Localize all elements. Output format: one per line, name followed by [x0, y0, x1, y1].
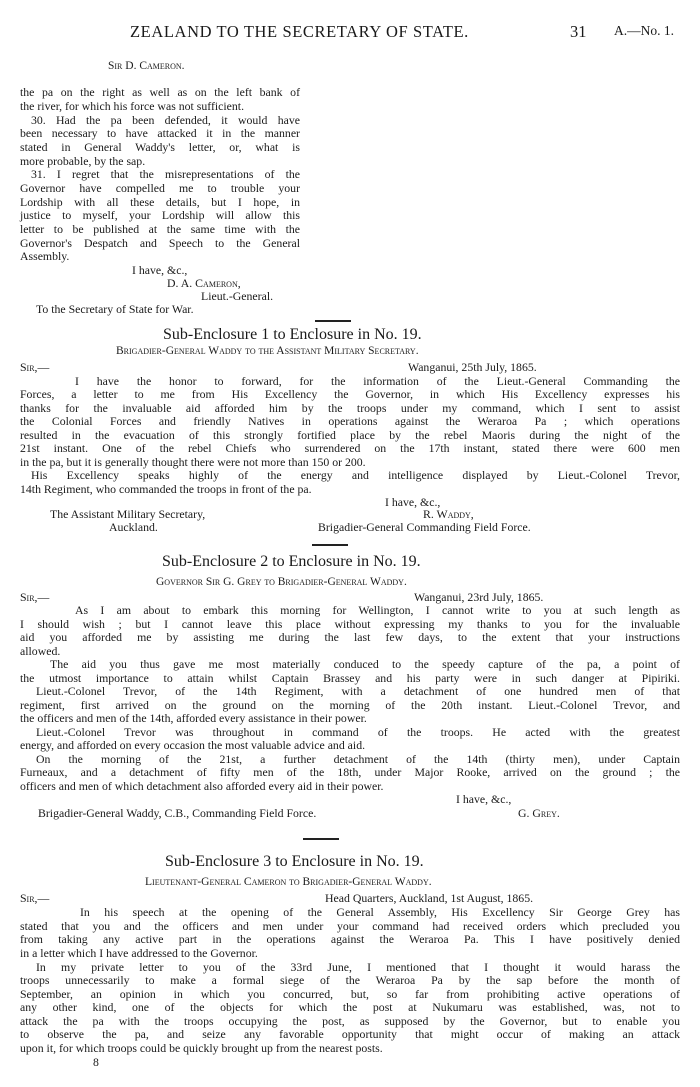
closing: I have, &c., [456, 792, 512, 806]
body-line: regiment, first arrived on the ground on the morning of the 20th instant. Lieut.-Colonel Trevor, and [20, 698, 680, 712]
closing: I have, &c., [132, 263, 188, 277]
speaker-heading: Sir D. Cameron. [108, 60, 185, 72]
body-line: Furneaux, and a detachment of fifty men of the 18th, under Major Rooke, arrived on the ground ; the [20, 765, 680, 779]
addressee: To the Secretary of State for War. [36, 302, 194, 316]
sub-enclosure-2-heading: Sub-Enclosure 2 to Enclosure in No. 19. [162, 553, 421, 570]
salutation: Sir,— [20, 590, 50, 604]
body-line: 14th Regiment, who commanded the troops in front of the pa. [20, 482, 312, 496]
signature-rank: Lieut.-General. [201, 289, 274, 303]
top-line: Governor have compelled me to trouble your [20, 181, 300, 195]
body-line: His Excellency speaks highly of the energy and intelligence displayed by Lieut.-Colonel Trevor, [31, 468, 680, 482]
top-line: Lordship with all these details, but I hope, in [20, 195, 300, 209]
top-line: Assembly. [20, 249, 70, 263]
sub-enclosure-3-from-to: Lieutenant-General Cameron to Brigadier-General Waddy. [145, 876, 432, 888]
body-line: the officers and men of the 14th, afforded every assistance in their power. [20, 711, 367, 725]
signature-title: Brigadier-General Commanding Field Force. [318, 520, 531, 534]
top-line: letter to be published at the same time with the [20, 222, 300, 236]
top-line: more probable, by the sap. [20, 154, 146, 168]
body-line: resulted in the evacuation of this strongly fortified place by the rebel Maoris during the night of the [20, 428, 680, 442]
body-line: In his speech at the opening of the General Assembly, His Excellency Sir George Grey has [80, 905, 680, 919]
body-line: On the morning of the 21st, a further detachment of the 14th (thirty men), under Captain [36, 752, 680, 766]
top-line: the pa on the right as well as on the left bank of [20, 85, 300, 99]
body-line: officers and men of which detachment also afforded every aid in their power. [20, 779, 384, 793]
body-line: the utmost importance to attain whilst Captain Brassey and his party were in such danger at Pipiriki. [20, 671, 680, 685]
top-line: the river, for which his force was not sufficient. [20, 99, 245, 113]
body-line: The aid you thus gave me most materially conduced to the speedy capture of the pa, a point of [50, 657, 680, 671]
body-line: aid you afforded me by assisting me during the last few days, to the extent that your instructions [20, 630, 680, 644]
body-line: the Colonial Forces and friendly Natives in operations against the Weraroa Pa ; which operations [20, 414, 680, 428]
body-line: troops unnecessarily to make a formal siege of the Weraroa Pa by the sap before the month of [20, 973, 680, 987]
section-divider [315, 320, 351, 322]
top-line: stated in General Waddy's letter, or, what is [20, 140, 300, 154]
body-line: Forces, a letter to me from His Excellency the Governor, in which His Excellency expresses his [20, 387, 680, 401]
salutation: Sir,— [20, 360, 50, 374]
body-line: As I am about to embark this morning for Wellington, I cannot write to you at such length as [75, 603, 680, 617]
closing: I have, &c., [385, 495, 441, 509]
top-line: Governor's Despatch and Speech to the General [20, 236, 300, 250]
body-line: September, an opinion in which you concurred, but, so far from prohibiting active operations of [20, 987, 680, 1001]
addressee: Brigadier-General Waddy, C.B., Commanding Field Force. [38, 806, 317, 820]
addressee: The Assistant Military Secretary, [50, 507, 206, 521]
body-line: allowed. [20, 644, 61, 658]
running-header-title: ZEALAND TO THE SECRETARY OF STATE. [130, 22, 469, 41]
document-reference: A.—No. 1. [614, 23, 674, 38]
body-line: from taking any active part in the operations against the Weraroa Pa. This I have positively denied [20, 932, 680, 946]
top-line: justice to myself, your Lordship will allow this [20, 208, 300, 222]
section-divider [303, 838, 339, 840]
signature: D. A. Cameron, [167, 276, 241, 290]
sub-enclosure-3-heading: Sub-Enclosure 3 to Enclosure in No. 19. [165, 853, 424, 870]
page-number: 31 [570, 22, 587, 41]
body-line: 21st instant. One of the rebel Chiefs who surrendered on the 17th instant, stated there were 600 men [20, 441, 680, 455]
body-line: attack the pa with the troops occupying the post, as supposed by the Governor, but to enable you [20, 1014, 680, 1028]
body-line: thanks for the invaluable aid afforded him by the troops under my command, which I sent to assist [20, 401, 680, 415]
sub-enclosure-2-from-to: Governor Sir G. Grey to Brigadier-General Waddy. [156, 576, 407, 588]
salutation: Sir,— [20, 891, 50, 905]
body-line: Lieut.-Colonel Trevor, of the 14th Regiment, with a detachment of one hundred men of that [36, 684, 680, 698]
body-line: upon it, for which troops could be quickly brought up from the nearest posts. [20, 1041, 383, 1055]
top-line: 31. I regret that the misrepresentations of the [31, 167, 300, 181]
body-line: Lieut.-Colonel Trevor was throughout in command of the troops. He acted with the greatest [36, 725, 680, 739]
body-line: In my private letter to you of the 33rd June, I mentioned that I thought it would harass the [36, 960, 680, 974]
body-line: to observe the pa, and seize any favorable opportunity that might occur of making an attack [20, 1027, 680, 1041]
signature: G. Grey. [518, 806, 560, 820]
body-line: I should wish ; but I cannot leave this place without expressing my thanks to you for the invaluable [20, 617, 680, 631]
body-line: in a letter which I have addressed to the Governor. [20, 946, 258, 960]
body-line: any other kind, one of the objects for which the post at Nukumaru was established, was, not to [20, 1000, 680, 1014]
top-line: 30. Had the pa been defended, it would have [31, 113, 300, 127]
sub-enclosure-1-heading: Sub-Enclosure 1 to Enclosure in No. 19. [163, 326, 422, 343]
body-line: stated that you and the officers and men under your command had received orders which precluded you [20, 919, 680, 933]
top-line: been necessary to have attacked it in the manner [20, 126, 300, 140]
body-line: in the pa, but it is generally thought there were not more than 150 or 200. [20, 455, 366, 469]
signature: R. Waddy, [423, 507, 474, 521]
body-line: energy, and afforded on every occasion the most valuable advice and aid. [20, 738, 366, 752]
place-date: Head Quarters, Auckland, 1st August, 1865. [325, 891, 534, 905]
sub-enclosure-1-from-to: Brigadier-General Waddy to the Assistant Military Secretary. [116, 345, 419, 357]
place-date: Wanganui, 25th July, 1865. [408, 360, 537, 374]
section-divider [312, 544, 348, 546]
addressee-place: Auckland. [109, 520, 158, 534]
place-date: Wanganui, 23rd July, 1865. [414, 590, 544, 604]
printer-signature-mark: 8 [93, 1055, 99, 1069]
body-line: I have the honor to forward, for the information of the Lieut.-General Commanding the [75, 374, 680, 388]
